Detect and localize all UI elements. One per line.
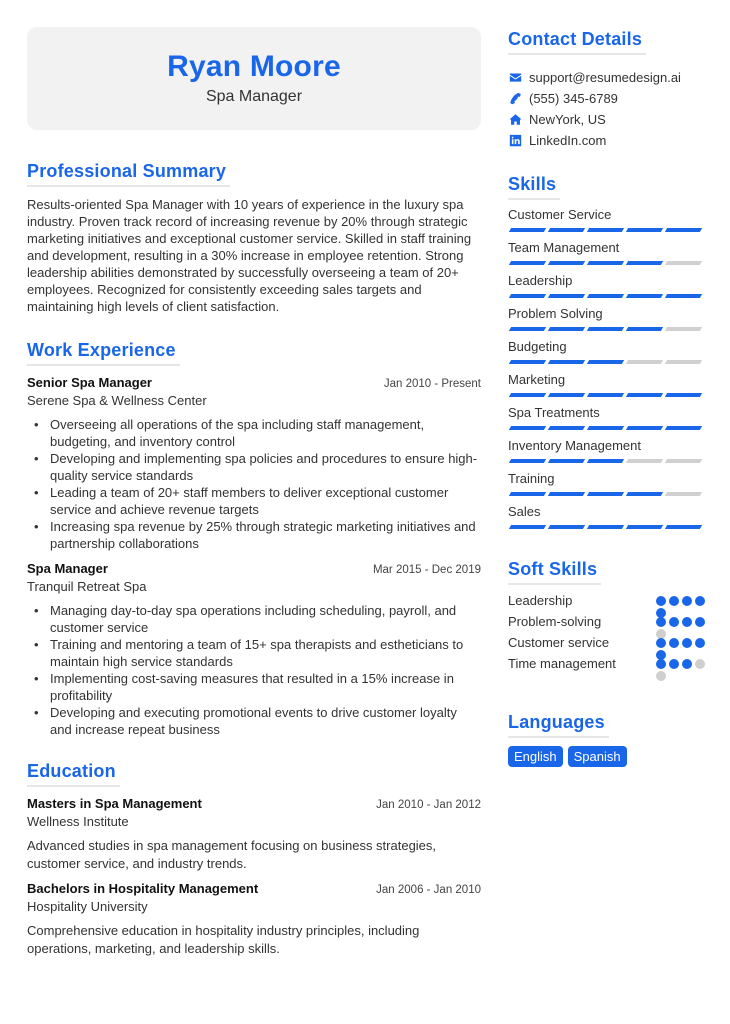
phone-icon bbox=[508, 92, 522, 106]
home-icon bbox=[508, 113, 522, 127]
soft-skill-rating bbox=[656, 613, 708, 634]
skill-level-bar bbox=[508, 459, 708, 467]
soft-skill-rating bbox=[656, 655, 708, 676]
skill-level-segment bbox=[587, 360, 624, 364]
skill-item bbox=[508, 470, 708, 500]
linkedin-icon bbox=[508, 134, 522, 148]
skill-item bbox=[508, 206, 708, 236]
job-date: Jan 2010 - Present bbox=[383, 378, 481, 390]
rating-dot-icon bbox=[695, 596, 705, 606]
soft-skill-rating bbox=[656, 592, 708, 613]
skill-level-bar bbox=[508, 360, 708, 368]
rating-dot-icon bbox=[669, 596, 679, 606]
job-bullet: • Managing day-to-day spa operations including scheduling, payroll, and customer service bbox=[27, 602, 481, 636]
job-title: Spa Manager bbox=[27, 561, 108, 576]
skill-level-segment bbox=[587, 426, 624, 430]
skill-level-segment bbox=[626, 360, 663, 364]
skill-level-segment bbox=[548, 393, 585, 397]
rating-dot-icon bbox=[656, 671, 666, 681]
skill-level-segment bbox=[626, 228, 663, 232]
soft-skill-item bbox=[508, 634, 708, 655]
skill-item bbox=[508, 437, 708, 467]
skill-name: Marketing bbox=[508, 372, 566, 387]
skill-level-segment bbox=[587, 492, 624, 496]
skill-level-segment bbox=[626, 426, 663, 430]
soft-skill-name: Time management bbox=[508, 656, 616, 671]
rating-dot-icon bbox=[682, 596, 692, 606]
main-column bbox=[27, 27, 481, 957]
skill-level-segment bbox=[548, 360, 585, 364]
job-entry bbox=[27, 374, 481, 552]
job-bullet: • Increasing spa revenue by 25% through strategic marketing initiatives and partnership collaborations bbox=[27, 518, 481, 552]
rating-dot-icon bbox=[695, 659, 705, 669]
skill-level-bar bbox=[508, 294, 708, 302]
skill-level-segment bbox=[626, 492, 663, 496]
rating-dot-icon bbox=[682, 659, 692, 669]
language-tag: English bbox=[508, 746, 563, 767]
skill-level-segment bbox=[665, 228, 702, 232]
job-bullets bbox=[27, 416, 481, 552]
language-tag: Spanish bbox=[568, 746, 627, 767]
education-description: Comprehensive education in hospitality industry principles, including operations, marketing, and leadership skills. bbox=[27, 923, 420, 956]
skill-level-segment bbox=[626, 525, 663, 529]
skill-level-segment bbox=[587, 459, 624, 463]
envelope-icon bbox=[508, 71, 522, 85]
job-bullet: • Developing and executing promotional events to drive customer loyalty and increase repeat business bbox=[27, 704, 481, 738]
skill-level-segment bbox=[548, 525, 585, 529]
skill-level-segment bbox=[665, 525, 702, 529]
job-bullet: • Implementing cost-saving measures that resulted in a 15% increase in profitability bbox=[27, 670, 481, 704]
experience-heading: Work Experience bbox=[27, 338, 180, 366]
header-card bbox=[27, 27, 481, 130]
skill-level-segment bbox=[509, 459, 546, 463]
soft-skill-item bbox=[508, 655, 708, 676]
rating-dot-icon bbox=[656, 659, 666, 669]
skill-item bbox=[508, 305, 708, 335]
skill-level-segment bbox=[509, 360, 546, 364]
contact-linkedin[interactable] bbox=[508, 130, 708, 151]
contact-section bbox=[508, 27, 708, 151]
education-entry bbox=[27, 880, 481, 957]
contact-location-text: NewYork, US bbox=[529, 112, 606, 127]
contact-phone[interactable] bbox=[508, 88, 708, 109]
skill-name: Budgeting bbox=[508, 339, 567, 354]
skill-level-bar bbox=[508, 228, 708, 236]
skill-level-segment bbox=[509, 327, 546, 331]
job-bullet: • Training and mentoring a team of 15+ spa therapists and estheticians to maintain high service standards bbox=[27, 636, 481, 670]
education-section bbox=[27, 759, 481, 957]
candidate-name: Ryan Moore bbox=[167, 50, 341, 83]
skill-level-segment bbox=[548, 426, 585, 430]
skill-level-segment bbox=[665, 294, 702, 298]
school-name: Hospitality University bbox=[27, 899, 148, 914]
languages-heading: Languages bbox=[508, 710, 609, 738]
candidate-title: Spa Manager bbox=[205, 88, 303, 105]
skill-level-segment bbox=[509, 393, 546, 397]
education-description: Advanced studies in spa management focusing on business strategies, customer service, and industry trends. bbox=[27, 838, 437, 871]
rating-dot-icon bbox=[695, 638, 705, 648]
soft-skills-list bbox=[508, 592, 708, 676]
soft-skills-heading: Soft Skills bbox=[508, 557, 601, 585]
rating-dot-icon bbox=[669, 617, 679, 627]
soft-skill-item bbox=[508, 613, 708, 634]
skill-level-bar bbox=[508, 261, 708, 269]
contact-email[interactable] bbox=[508, 67, 708, 88]
education-date: Jan 2006 - Jan 2010 bbox=[376, 884, 481, 896]
skill-level-segment bbox=[587, 261, 624, 265]
skill-level-segment bbox=[509, 228, 546, 232]
job-company: Serene Spa & Wellness Center bbox=[27, 393, 207, 408]
job-bullet: • Overseeing all operations of the spa including staff management, budgeting, and inventory control bbox=[27, 416, 481, 450]
languages-section bbox=[508, 710, 708, 767]
skill-level-segment bbox=[665, 360, 702, 364]
job-company: Tranquil Retreat Spa bbox=[27, 579, 147, 594]
experience-section bbox=[27, 338, 481, 738]
skill-level-segment bbox=[587, 393, 624, 397]
skill-level-segment bbox=[587, 525, 624, 529]
skill-level-segment bbox=[665, 393, 702, 397]
sidebar-column bbox=[508, 27, 708, 767]
contact-heading: Contact Details bbox=[508, 27, 646, 55]
skills-section bbox=[508, 172, 708, 533]
skill-level-segment bbox=[548, 492, 585, 496]
skill-level-segment bbox=[626, 459, 663, 463]
skill-level-segment bbox=[548, 294, 585, 298]
rating-dot-icon bbox=[656, 617, 666, 627]
skill-item bbox=[508, 404, 708, 434]
education-date: Jan 2010 - Jan 2012 bbox=[376, 799, 481, 811]
skill-level-segment bbox=[548, 228, 585, 232]
skill-level-segment bbox=[548, 459, 585, 463]
skill-name: Team Management bbox=[508, 240, 620, 255]
summary-text: Results-oriented Spa Manager with 10 years of experience in the luxury spa industry. Proven track record of increasing revenue by 20% through strategic marketing initiatives and exceptional customer service. Skilled in staff training and development, resulting in a 30% increase in employee retention. Strong leadership abilities demonstrated by successfully overseeing a team of 20+ employees. Recognized for consistently exceeding sales targets and maintaining high levels of client satisfaction. bbox=[27, 197, 472, 314]
skill-item bbox=[508, 338, 708, 368]
skill-name: Spa Treatments bbox=[508, 405, 600, 420]
skill-level-bar bbox=[508, 393, 708, 401]
skill-level-segment bbox=[626, 294, 663, 298]
skill-name: Problem Solving bbox=[508, 306, 603, 321]
education-heading: Education bbox=[27, 759, 120, 787]
contact-location bbox=[508, 109, 708, 130]
soft-skill-name: Customer service bbox=[508, 635, 610, 650]
skill-level-segment bbox=[509, 294, 546, 298]
skill-item bbox=[508, 239, 708, 269]
education-entry bbox=[27, 795, 481, 872]
skills-list bbox=[508, 206, 708, 533]
skill-name: Training bbox=[508, 471, 555, 486]
skill-level-segment bbox=[665, 492, 702, 496]
job-title: Senior Spa Manager bbox=[27, 375, 152, 390]
skill-item bbox=[508, 503, 708, 533]
skill-level-bar bbox=[508, 426, 708, 434]
skill-level-segment bbox=[665, 261, 702, 265]
rating-dot-icon bbox=[656, 596, 666, 606]
job-bullets bbox=[27, 602, 481, 738]
soft-skill-rating bbox=[656, 634, 708, 655]
rating-dot-icon bbox=[669, 638, 679, 648]
skill-level-bar bbox=[508, 327, 708, 335]
school-name: Wellness Institute bbox=[27, 814, 129, 829]
skill-level-segment bbox=[626, 261, 663, 265]
degree-title: Bachelors in Hospitality Management bbox=[27, 881, 259, 896]
rating-dot-icon bbox=[656, 638, 666, 648]
skill-level-segment bbox=[665, 327, 702, 331]
skill-level-segment bbox=[509, 426, 546, 430]
summary-heading: Professional Summary bbox=[27, 159, 230, 187]
languages-list bbox=[508, 746, 708, 767]
contact-linkedin-text: LinkedIn.com bbox=[529, 133, 607, 148]
skill-level-segment bbox=[509, 261, 546, 265]
skill-level-segment bbox=[509, 525, 546, 529]
summary-section bbox=[27, 159, 481, 315]
rating-dot-icon bbox=[669, 659, 679, 669]
soft-skills-section bbox=[508, 557, 708, 676]
degree-title: Masters in Spa Management bbox=[27, 796, 202, 811]
soft-skill-item bbox=[508, 592, 708, 613]
rating-dot-icon bbox=[682, 617, 692, 627]
skill-item bbox=[508, 272, 708, 302]
contact-phone-text: (555) 345-6789 bbox=[529, 91, 618, 106]
soft-skill-name: Leadership bbox=[508, 593, 573, 608]
skill-level-segment bbox=[587, 294, 624, 298]
skill-level-bar bbox=[508, 525, 708, 533]
skill-name: Customer Service bbox=[508, 207, 612, 222]
job-bullet: • Leading a team of 20+ staff members to deliver exceptional customer service and achieve revenue targets bbox=[27, 484, 481, 518]
soft-skill-name: Problem-solving bbox=[508, 614, 602, 629]
skill-level-segment bbox=[509, 492, 546, 496]
rating-dot-icon bbox=[682, 638, 692, 648]
skill-level-segment bbox=[548, 327, 585, 331]
skill-level-segment bbox=[626, 327, 663, 331]
skill-level-segment bbox=[626, 393, 663, 397]
job-bullet: • Developing and implementing spa policies and procedures to ensure high-quality service standards bbox=[27, 450, 481, 484]
skill-name: Sales bbox=[508, 504, 541, 519]
skill-level-segment bbox=[548, 261, 585, 265]
skill-name: Leadership bbox=[508, 273, 573, 288]
skill-level-segment bbox=[587, 327, 624, 331]
skill-name: Inventory Management bbox=[508, 438, 641, 453]
skill-level-segment bbox=[587, 228, 624, 232]
skill-level-segment bbox=[665, 459, 702, 463]
contact-email-text: support@resumedesign.ai bbox=[529, 70, 681, 85]
skill-level-segment bbox=[665, 426, 702, 430]
job-entry bbox=[27, 560, 481, 738]
skills-heading: Skills bbox=[508, 172, 560, 200]
skill-level-bar bbox=[508, 492, 708, 500]
rating-dot-icon bbox=[695, 617, 705, 627]
skill-item bbox=[508, 371, 708, 401]
job-date: Mar 2015 - Dec 2019 bbox=[372, 564, 481, 576]
